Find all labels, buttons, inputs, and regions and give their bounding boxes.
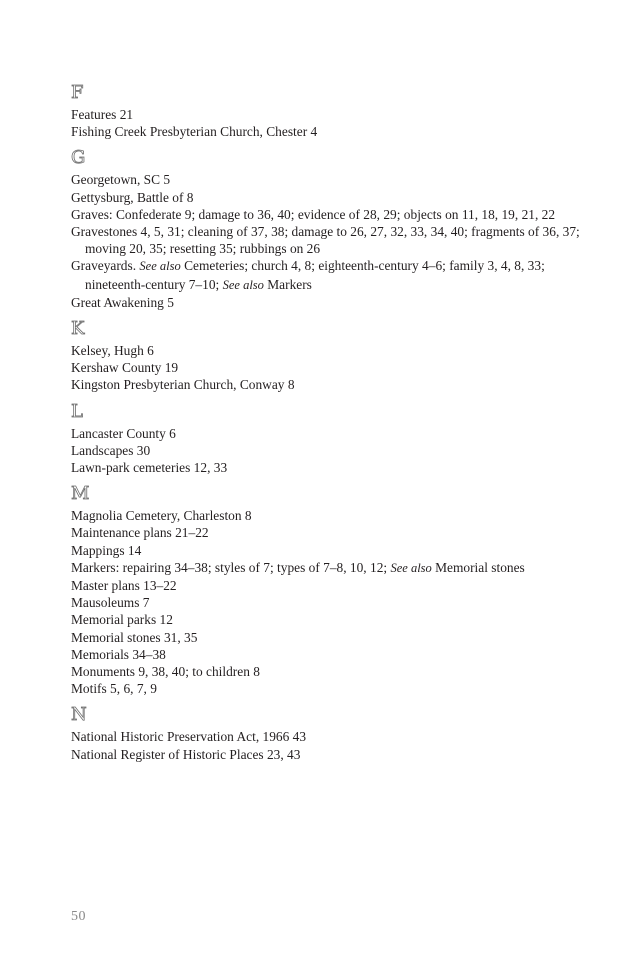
see-also-ref: See also [222, 277, 264, 292]
section-letter: G [71, 147, 86, 169]
index-entry [71, 559, 591, 577]
entry-text: Fishing Creek Presbyterian Church, Chester 4 [71, 124, 318, 140]
section-letter: K [71, 318, 85, 340]
entry-text: Memorials 34–38 [71, 646, 166, 662]
index-section-g [71, 147, 591, 311]
index-entry [71, 189, 591, 206]
index-section-k [71, 318, 591, 394]
entry-text: Landscapes 30 [71, 442, 151, 458]
index-entry [71, 629, 591, 646]
index-entry [71, 611, 591, 628]
see-also-ref: See also [390, 560, 432, 575]
index-entry [71, 223, 591, 257]
index-entry [71, 294, 591, 311]
entry-text: National Historic Preservation Act, 1966 43 [71, 729, 307, 745]
index-entry [71, 459, 591, 476]
entry-text: Magnolia Cemetery, Charleston 8 [71, 508, 252, 524]
entry-text: Kelsey, Hugh 6 [71, 343, 154, 359]
entry-text: Graves: Confederate 9; damage to 36, 40; evidence of 28, 29; objects on 11, 18, 19, 21, 22 [71, 206, 556, 222]
entry-text: Monuments 9, 38, 40; to children 8 [71, 664, 260, 680]
entry-text: Mappings 14 [71, 542, 142, 558]
page-number: 50 [71, 909, 86, 924]
section-letter: L [71, 400, 83, 422]
index-entry [71, 359, 591, 376]
index-entry [71, 425, 591, 442]
entry-text: Gravestones 4, 5, 31; cleaning of 37, 38; damage to 26, 27, 32, 33, 34, 40; fragments of 36, 37; moving 20, 35; resetting 35; rubbings on 26 [71, 224, 580, 257]
index-entry [71, 171, 591, 188]
index-entry [71, 376, 591, 393]
index-entry [71, 257, 591, 293]
section-letter: N [71, 704, 87, 726]
index-entry [71, 646, 591, 663]
index-section-n [71, 704, 591, 762]
entry-text: Kershaw County 19 [71, 360, 179, 376]
index-entry [71, 507, 591, 524]
entry-text: Motifs 5, 6, 7, 9 [71, 681, 157, 697]
entry-text: Master plans 13–22 [71, 578, 177, 594]
index-entry [71, 663, 591, 680]
index-entry [71, 680, 591, 697]
index-entry [71, 442, 591, 459]
index-section-f [71, 82, 591, 140]
entry-text: Lancaster County 6 [71, 425, 176, 441]
entry-text: Georgetown, SC 5 [71, 172, 171, 188]
index-entry [71, 524, 591, 541]
entry-text: Memorial parks 12 [71, 612, 173, 628]
index-entry [71, 123, 591, 140]
entry-text: Lawn-park cemeteries 12, 33 [71, 460, 228, 476]
see-also-ref: See also [139, 259, 181, 274]
entry-text: Great Awakening 5 [71, 294, 174, 310]
entry-text: Markers: repairing 34–38; styles of 7; types of 7–8, 10, 12; [71, 559, 391, 575]
index-section-l [71, 401, 591, 477]
entry-text: Graveyards. [71, 258, 140, 274]
entry-text: Cemeteries; church 4, 8; eighteenth-century 4–6; family 3, 4, 8, 33; nineteenth-century 7–10; [85, 258, 545, 292]
index-entry [71, 577, 591, 594]
section-letter: F [71, 82, 84, 103]
index-entry [71, 106, 591, 123]
entry-text: Memorial stones 31, 35 [71, 629, 198, 645]
entry-text: Kingston Presbyterian Church, Conway 8 [71, 377, 295, 393]
index-section-m [71, 483, 591, 697]
entry-text: Features 21 [71, 107, 134, 122]
index-entry [71, 746, 591, 763]
index-entry [71, 594, 591, 611]
entry-text: Gettysburg, Battle of 8 [71, 189, 194, 205]
entry-text: National Register of Historic Places 23, 43 [71, 746, 301, 762]
index-entry [71, 206, 591, 223]
entry-text: Mausoleums 7 [71, 595, 150, 611]
entry-text: Markers [263, 276, 312, 292]
index-entry [71, 542, 591, 559]
section-letter: M [71, 483, 90, 505]
entry-text: Memorial stones [431, 559, 525, 575]
index-body [71, 82, 591, 770]
index-entry [71, 342, 591, 359]
index-entry [71, 728, 591, 745]
entry-text: Maintenance plans 21–22 [71, 525, 209, 541]
